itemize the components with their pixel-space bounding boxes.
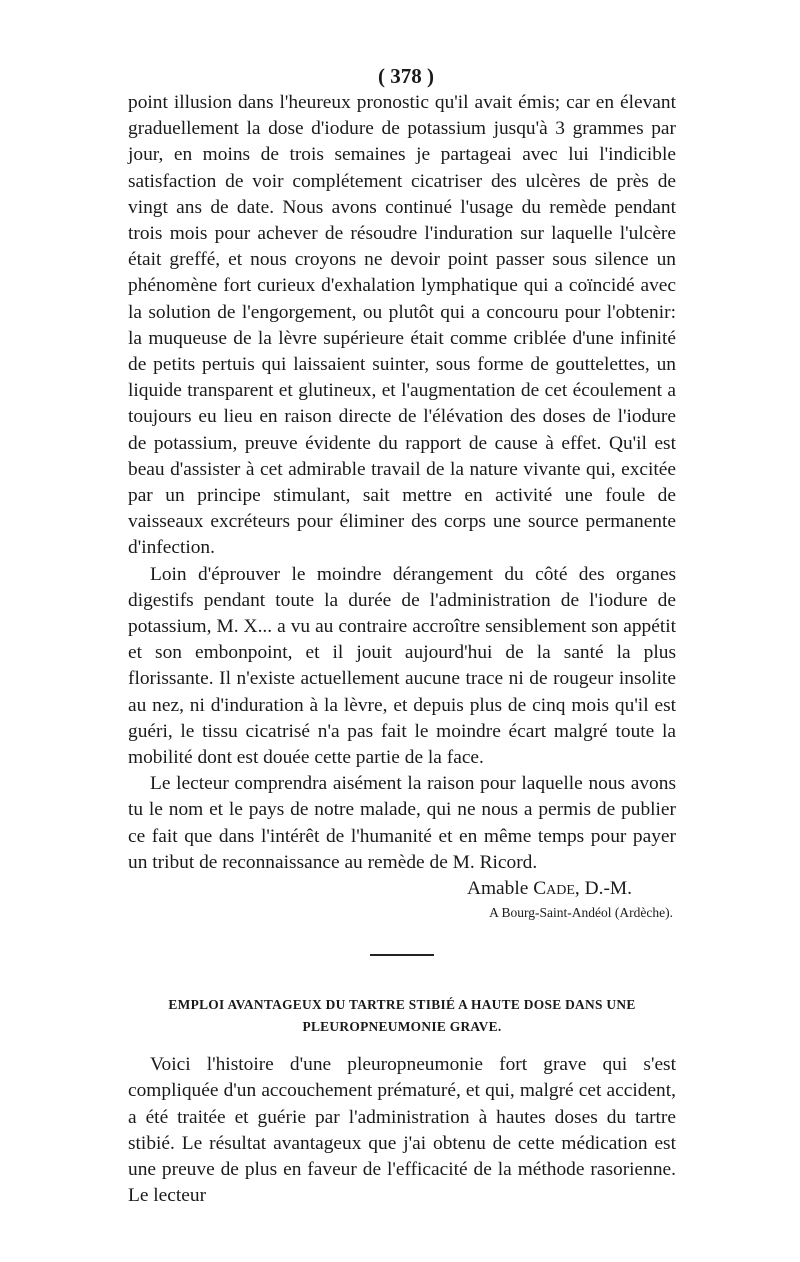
article-paragraph: Voici l'histoire d'une pleuropneumonie fort grave qui s'est compliquée d'un accouchement prématuré, et qui, malgré cet accident, a été traitée et guérie par l'administration à hautes doses du tartre stibié. Le résultat avantageux que j'ai obtenu de cette médication est une preuve de plus en faveur de l'efficacité de la méthode rasorienne. Le lecteur [128,1054,676,1207]
paragraph-continuation: point illusion dans l'heureux pronostic qu'il avait émis; car en élevant graduellement la dose d'iodure de potassium jusqu'à 3 grammes par jour, en moins de trois semaines je partageai avec lui l'indicible satisfaction de voir complétement cicatriser des ulcères de près de vingt ans de date. Nous avons continué l'usage du remède pendant trois mois pour achever de résoudre l'induration sur laquelle l'ulcère était greffé, et nous croyons ne devoir point passer sous silence un phénomène fort curieux d'exhalation lymphatique qui a coïncidé avec la solution de l'engorgement, ou plutôt qui a concouru pour l'obtenir: la muqueuse de la lèvre supérieure était comme criblée d'une infinité de petits pertuis qui laissaient suinter, sous forme de gouttelettes, un liquide transparent et glutineux, et l'augmentation de cet écoulement a toujours eu lieu en raison directe de l'élévation des doses de l'iodure de potassium, preuve évidente du rapport de cause à effet. Qu'il est beau d'assister à cet admirable travail de la nature vivante qui, excitée par un principe stimulant, sait mettre en activité une foule de vaisseaux excréteurs pour éliminer des corps une source permanente d'infection. [128,92,676,559]
article-heading-line-2: PLEUROPNEUMONIE GRAVE. [302,1019,502,1035]
author-location: A Bourg-Saint-Andéol (Ardèche). [489,905,673,921]
article-heading-line-1: EMPLOI AVANTAGEUX DU TARTRE STIBIÉ A HAUTE DOSE DANS UNE [168,997,636,1013]
author-signature [128,876,676,902]
paragraph-reader: Le lecteur comprendra aisément la raison pour laquelle nous avons tu le nom et le pays de notre malade, qui ne nous a permis de publier ce fait que dans l'intérêt de l'humanité et en même temps pour payer un tribut de reconnaissance au remède de M. Ricord. [128,773,676,873]
author-first-name: Amable [466,878,529,900]
page-number: ( 378 ) [378,64,434,88]
author-title: , D.-M. [574,878,632,900]
book-page [128,62,676,1209]
author-last-name: Cade [533,878,575,900]
paragraph-digestion: Loin d'éprouver le moindre dérangement du côté des organes digestifs pendant toute la durée de l'administration de l'iodure de potassium, M. X... a vu au contraire accroître sensiblement son appétit et son embonpoint, et il jouit aujourd'hui de la santé la plus florissante. Il n'existe actuellement aucune trace ni de rougeur insolite au nez, ni d'induration à la lèvre, et depuis plus de cinq mois qu'il est guéri, le tissu cicatrisé n'a pas fait le moindre écart malgré toute la mobilité dont est douée cette partie de la face. [128,563,676,769]
article-heading [128,994,676,1038]
section-divider [370,954,434,956]
